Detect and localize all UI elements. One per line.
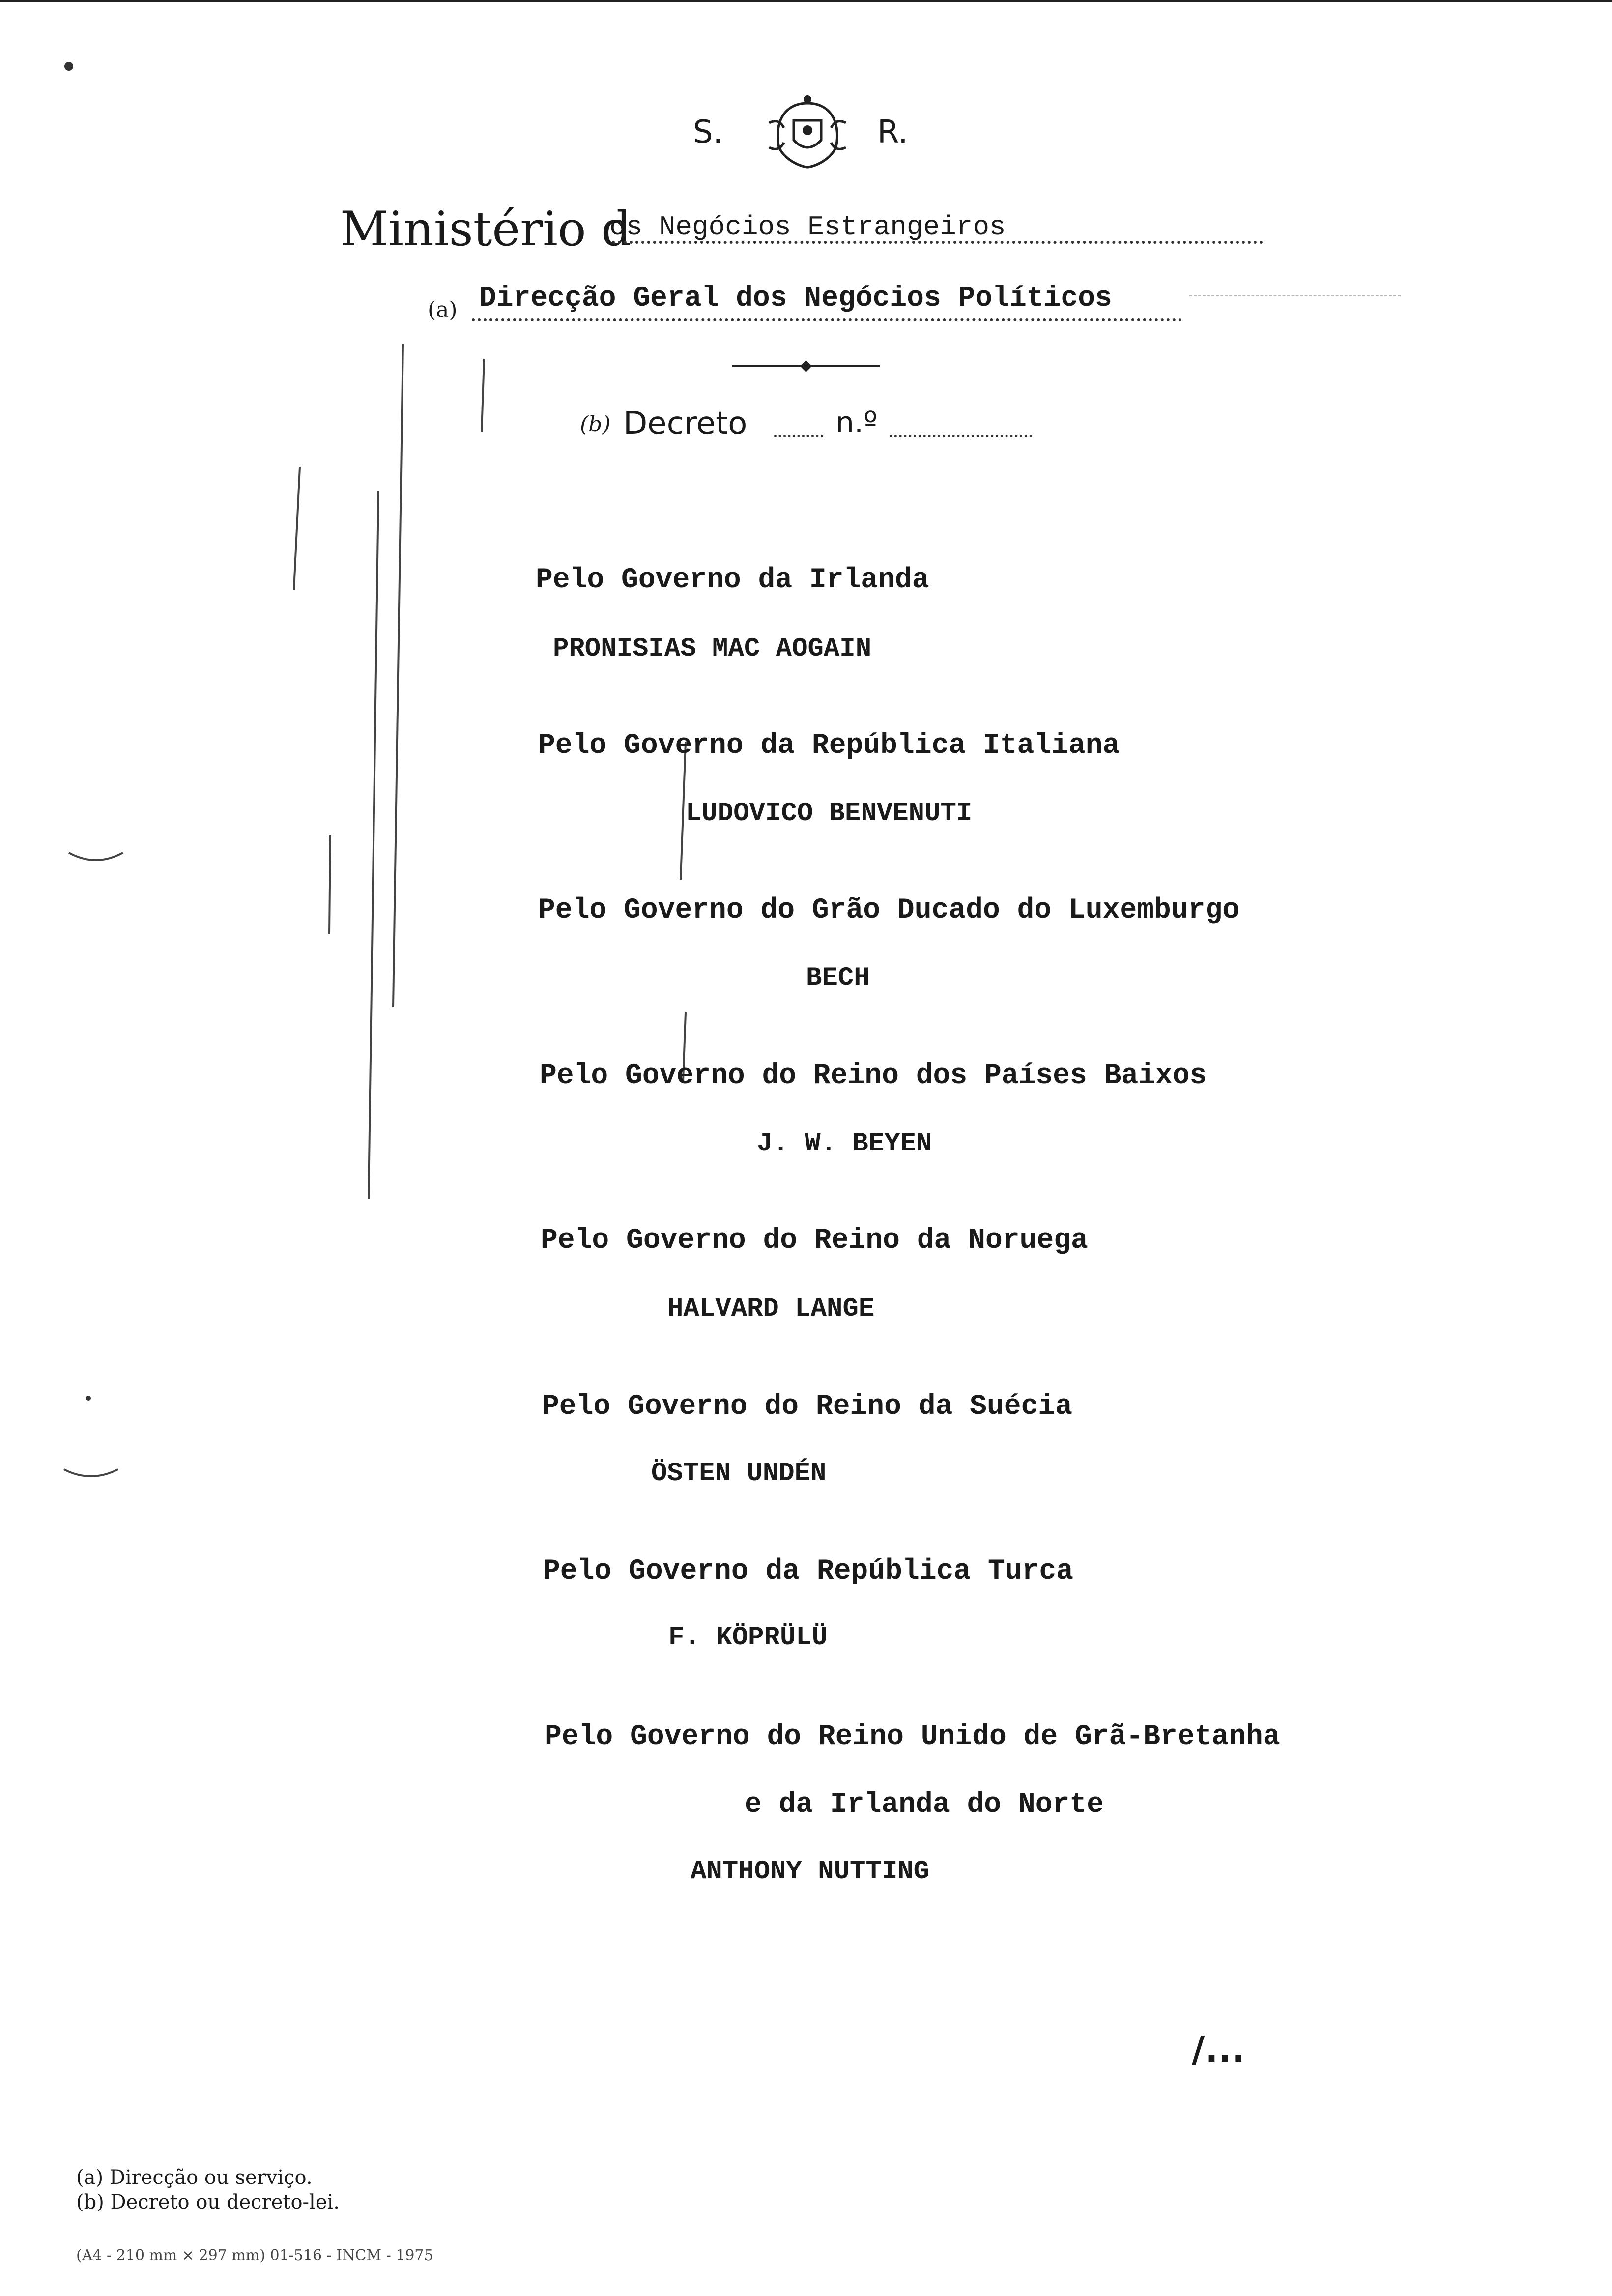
footnote-b: (b) Decreto ou decreto-lei.	[76, 2191, 340, 2213]
decree-footnote-marker: (b)	[580, 412, 611, 437]
footnote-a: (a) Direcção ou serviço.	[76, 2166, 313, 2189]
signatory-government: Pelo Governo da República Italiana	[538, 730, 1120, 762]
signatory-name: ÖSTEN UNDÉN	[651, 1459, 827, 1489]
signatory-government: Pelo Governo do Reino da Noruega	[541, 1225, 1088, 1257]
signatory-government-continued: e da Irlanda do Norte	[745, 1789, 1104, 1821]
signatory-name: J. W. BEYEN	[757, 1129, 932, 1159]
signatory-government: Pelo Governo do Reino dos Países Baixos	[540, 1060, 1207, 1092]
signatory-government: Pelo Governo da República Turca	[543, 1555, 1073, 1587]
signatory-name: HALVARD LANGE	[667, 1294, 875, 1324]
form-code: (A4 - 210 mm × 297 mm) 01-516 - INCM - 1975	[76, 2247, 433, 2264]
decree-number-dotted-line	[890, 435, 1032, 437]
sr-left-letter: S.	[693, 114, 723, 150]
direction-name: Direcção Geral dos Negócios Políticos	[479, 283, 1112, 315]
decree-number-label: n.º	[835, 405, 878, 440]
signatory-name: LUDOVICO BENVENUTI	[686, 799, 973, 829]
signatory-government: Pelo Governo do Reino Unido de Grã-Bretanha	[545, 1721, 1280, 1753]
sr-right-letter: R.	[877, 114, 908, 150]
decree-type-dotted-line	[774, 435, 823, 437]
diamond-divider-ornament	[732, 359, 880, 373]
signatory-name: F. KÖPRÜLÜ	[668, 1623, 828, 1653]
ministry-dotted-line	[612, 241, 1263, 244]
coat-of-arms-icon	[764, 93, 851, 172]
signatory-government: Pelo Governo da Irlanda	[536, 564, 929, 596]
signatory-name: PRONISIAS MAC AOGAIN	[553, 634, 872, 664]
decree-label: Decreto	[623, 405, 748, 442]
signatory-government: Pelo Governo do Reino da Suécia	[542, 1391, 1072, 1423]
direction-dotted-line	[472, 318, 1182, 321]
direction-line-extension	[1189, 295, 1401, 296]
ministry-printed-label: Ministério d	[340, 201, 632, 257]
signatory-name: BECH	[806, 963, 870, 993]
signatory-government: Pelo Governo do Grão Ducado do Luxemburgo	[538, 894, 1240, 926]
continuation-mark: /...	[1192, 2029, 1245, 2070]
ministry-name: os Negócios Estrangeiros	[609, 211, 1006, 243]
direction-footnote-marker: (a)	[428, 297, 458, 322]
signatory-name: ANTHONY NUTTING	[691, 1857, 930, 1887]
